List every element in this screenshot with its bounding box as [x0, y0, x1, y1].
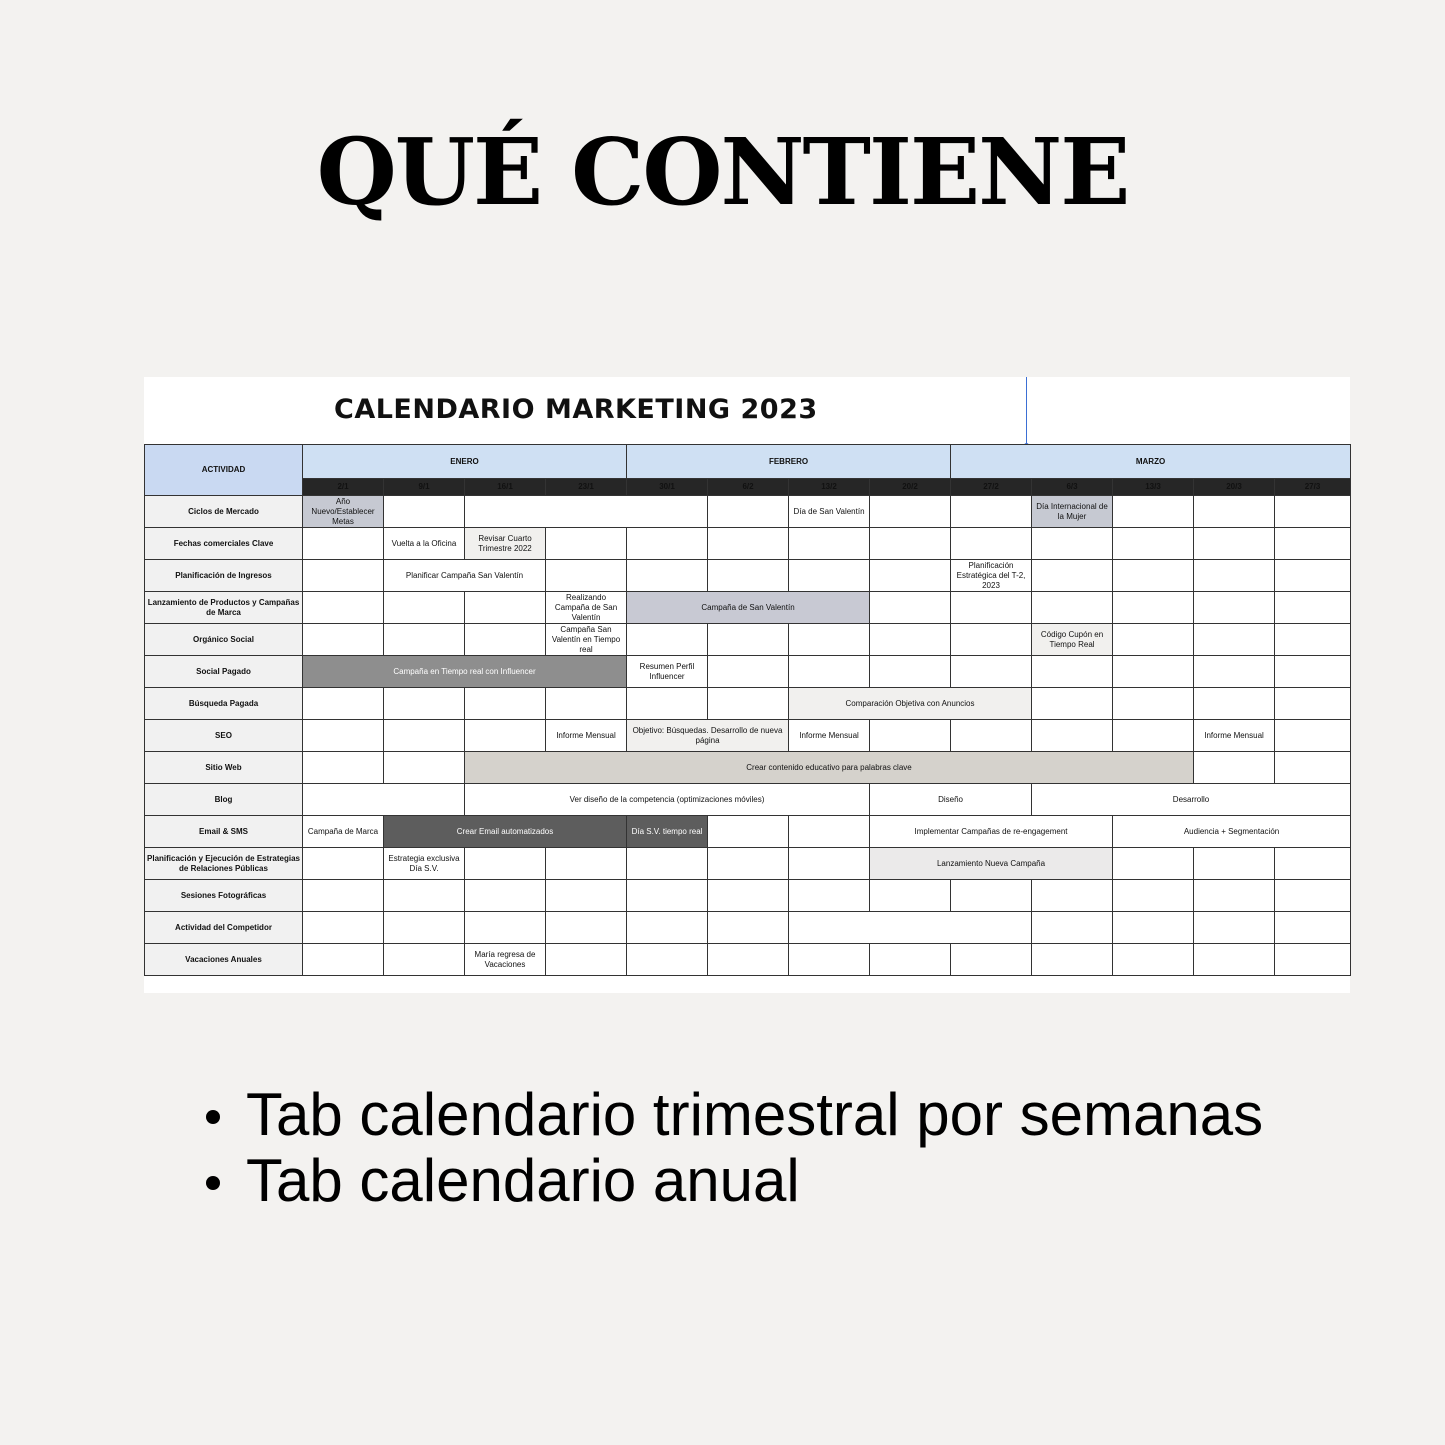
table-cell[interactable]	[303, 592, 384, 624]
row-label: Social Pagado	[145, 656, 303, 688]
table-cell[interactable]	[627, 912, 708, 944]
table-cell[interactable]	[1032, 720, 1113, 752]
row-label: Fechas comerciales Clave	[145, 528, 303, 560]
table-cell[interactable]: Campaña de Marca	[303, 816, 384, 848]
table-cell[interactable]	[951, 624, 1032, 656]
table-cell[interactable]	[1275, 912, 1351, 944]
table-cell[interactable]	[546, 880, 627, 912]
table-cell[interactable]	[708, 496, 789, 528]
table-cell[interactable]: Informe Mensual	[789, 720, 870, 752]
table-cell[interactable]	[303, 720, 384, 752]
table-cell[interactable]	[789, 656, 870, 688]
table-cell[interactable]	[546, 944, 627, 976]
row-label: Planificación y Ejecución de Estrategias de Relaciones Públicas	[145, 848, 303, 880]
table-cell[interactable]	[1032, 944, 1113, 976]
table-cell[interactable]	[870, 560, 951, 592]
sheet-title: CALENDARIO MARKETING 2023	[334, 394, 818, 425]
month-header: MARZO	[951, 445, 1351, 479]
table-cell[interactable]: Planificación Estratégica del T-2, 2023	[951, 560, 1032, 592]
list-item-text: Tab calendario trimestral por semanas	[246, 1081, 1264, 1148]
table-cell[interactable]	[1194, 912, 1275, 944]
week-header: 23/1	[546, 479, 627, 496]
table-cell[interactable]	[1275, 528, 1351, 560]
table-cell[interactable]	[1275, 720, 1351, 752]
week-header: 13/3	[1113, 479, 1194, 496]
calendar-table	[144, 444, 1351, 976]
table-cell[interactable]	[384, 880, 465, 912]
table-cell[interactable]	[303, 784, 465, 816]
table-cell[interactable]	[708, 816, 789, 848]
list-item-text: Tab calendario anual	[246, 1147, 800, 1214]
table-cell[interactable]	[1032, 912, 1113, 944]
table-cell[interactable]: Ver diseño de la competencia (optimizaciones móviles)	[465, 784, 870, 816]
table-cell[interactable]: Estrategia exclusiva Día S.V.	[384, 848, 465, 880]
table-cell[interactable]	[1113, 592, 1194, 624]
table-cell[interactable]: Crear contenido educativo para palabras clave	[465, 752, 1194, 784]
table-cell[interactable]	[1275, 752, 1351, 784]
week-header: 30/1	[627, 479, 708, 496]
table-cell[interactable]	[951, 880, 1032, 912]
table-cell[interactable]	[465, 880, 546, 912]
table-cell[interactable]	[384, 496, 465, 528]
table-row	[145, 720, 1351, 752]
table-cell[interactable]	[1194, 688, 1275, 720]
table-cell[interactable]	[1194, 560, 1275, 592]
table-cell[interactable]	[303, 528, 384, 560]
table-cell[interactable]	[1275, 560, 1351, 592]
table-cell[interactable]	[303, 944, 384, 976]
table-cell[interactable]	[1194, 944, 1275, 976]
table-cell[interactable]	[303, 848, 384, 880]
table-cell[interactable]: Campaña San Valentín en Tiempo real	[546, 624, 627, 656]
table-cell[interactable]	[1032, 880, 1113, 912]
table-cell[interactable]	[789, 560, 870, 592]
table-cell[interactable]: Día de San Valentín	[789, 496, 870, 528]
table-cell[interactable]	[870, 624, 951, 656]
table-cell[interactable]: Objetivo: Búsquedas. Desarrollo de nueva página	[627, 720, 789, 752]
table-cell[interactable]	[465, 592, 546, 624]
table-cell[interactable]	[627, 528, 708, 560]
table-cell[interactable]	[870, 944, 951, 976]
week-header: 20/3	[1194, 479, 1275, 496]
week-header: 27/3	[1275, 479, 1351, 496]
table-row	[145, 592, 1351, 624]
table-cell[interactable]	[789, 528, 870, 560]
row-label: Actividad del Competidor	[145, 912, 303, 944]
row-label: Vacaciones Anuales	[145, 944, 303, 976]
table-cell[interactable]	[1113, 912, 1194, 944]
table-cell[interactable]	[1113, 688, 1194, 720]
table-cell[interactable]: Audiencia + Segmentación	[1113, 816, 1351, 848]
table-cell[interactable]	[303, 880, 384, 912]
table-cell[interactable]	[870, 880, 951, 912]
table-cell[interactable]: Informe Mensual	[1194, 720, 1275, 752]
table-row	[145, 944, 1351, 976]
table-row	[145, 624, 1351, 656]
table-cell[interactable]: Campaña en Tiempo real con Influencer	[303, 656, 627, 688]
table-cell[interactable]	[1275, 592, 1351, 624]
table-cell[interactable]	[789, 624, 870, 656]
month-header: ENERO	[303, 445, 627, 479]
row-label: Ciclos de Mercado	[145, 496, 303, 528]
table-cell[interactable]: Comparación Objetiva con Anuncios	[789, 688, 1032, 720]
table-cell[interactable]	[627, 944, 708, 976]
table-cell[interactable]	[465, 912, 546, 944]
table-row	[145, 528, 1351, 560]
table-cell[interactable]	[1113, 720, 1194, 752]
table-cell[interactable]	[951, 496, 1032, 528]
table-cell[interactable]: Desarrollo	[1032, 784, 1351, 816]
table-cell[interactable]	[1194, 848, 1275, 880]
week-header: 20/2	[870, 479, 951, 496]
table-cell[interactable]	[1032, 656, 1113, 688]
table-cell[interactable]: Implementar Campañas de re-engagement	[870, 816, 1113, 848]
table-cell[interactable]	[708, 688, 789, 720]
table-cell[interactable]	[1275, 656, 1351, 688]
row-label: Orgánico Social	[145, 624, 303, 656]
table-cell[interactable]	[951, 592, 1032, 624]
table-cell[interactable]: Vuelta a la Oficina	[384, 528, 465, 560]
table-cell[interactable]: Revisar Cuarto Trimestre 2022	[465, 528, 546, 560]
table-cell[interactable]	[1194, 752, 1275, 784]
table-cell[interactable]	[465, 688, 546, 720]
row-label: Planificación de Ingresos	[145, 560, 303, 592]
table-row	[145, 752, 1351, 784]
week-header: 13/2	[789, 479, 870, 496]
table-cell[interactable]	[465, 624, 546, 656]
table-cell[interactable]: Crear Email automatizados	[384, 816, 627, 848]
table-cell[interactable]: Día Internacional de la Mujer	[1032, 496, 1113, 528]
table-cell[interactable]	[1113, 880, 1194, 912]
table-cell[interactable]	[546, 848, 627, 880]
table-cell[interactable]	[708, 848, 789, 880]
table-cell[interactable]	[951, 944, 1032, 976]
table-cell[interactable]	[708, 880, 789, 912]
table-cell[interactable]	[870, 656, 951, 688]
table-cell[interactable]	[1113, 656, 1194, 688]
table-cell[interactable]	[1113, 528, 1194, 560]
table-cell[interactable]	[1194, 496, 1275, 528]
feature-list	[200, 1082, 1263, 1214]
table-row	[145, 496, 1351, 528]
table-cell[interactable]	[951, 720, 1032, 752]
table-cell[interactable]	[384, 944, 465, 976]
table-cell[interactable]	[1113, 944, 1194, 976]
table-cell[interactable]	[789, 880, 870, 912]
table-cell[interactable]	[1275, 624, 1351, 656]
table-cell[interactable]	[627, 688, 708, 720]
week-header: 6/2	[708, 479, 789, 496]
table-cell[interactable]	[384, 752, 465, 784]
table-cell[interactable]	[1194, 656, 1275, 688]
week-header: 27/2	[951, 479, 1032, 496]
table-cell[interactable]	[465, 720, 546, 752]
table-cell[interactable]	[546, 528, 627, 560]
bullet-icon	[206, 1110, 220, 1124]
table-cell[interactable]	[303, 560, 384, 592]
table-cell[interactable]	[1194, 592, 1275, 624]
table-cell[interactable]	[465, 496, 708, 528]
table-cell[interactable]: Campaña de San Valentín	[627, 592, 870, 624]
table-cell[interactable]	[546, 688, 627, 720]
table-row	[145, 880, 1351, 912]
table-row	[145, 688, 1351, 720]
table-cell[interactable]: Código Cupón en Tiempo Real	[1032, 624, 1113, 656]
table-cell[interactable]	[951, 528, 1032, 560]
row-label: Email & SMS	[145, 816, 303, 848]
list-item	[200, 1082, 1263, 1148]
table-cell[interactable]	[1032, 592, 1113, 624]
table-cell[interactable]	[708, 528, 789, 560]
table-cell[interactable]	[303, 688, 384, 720]
table-cell[interactable]	[627, 880, 708, 912]
table-cell[interactable]	[708, 944, 789, 976]
table-cell[interactable]	[384, 624, 465, 656]
table-cell[interactable]	[465, 848, 546, 880]
table-cell[interactable]	[1275, 688, 1351, 720]
row-label: SEO	[145, 720, 303, 752]
table-cell[interactable]	[303, 912, 384, 944]
table-cell[interactable]	[1194, 528, 1275, 560]
table-cell[interactable]	[627, 848, 708, 880]
table-row	[145, 784, 1351, 816]
cell-cursor-line	[1026, 377, 1027, 445]
week-header: 16/1	[465, 479, 546, 496]
table-cell[interactable]	[789, 848, 870, 880]
table-cell[interactable]: Planificar Campaña San Valentín	[384, 560, 546, 592]
table-cell[interactable]: Diseño	[870, 784, 1032, 816]
table-cell[interactable]	[708, 912, 789, 944]
table-cell[interactable]	[708, 656, 789, 688]
table-cell[interactable]	[1032, 528, 1113, 560]
table-cell[interactable]: Lanzamiento Nueva Campaña	[870, 848, 1113, 880]
table-cell[interactable]: Realizando Campaña de San Valentín	[546, 592, 627, 624]
table-cell[interactable]	[1194, 624, 1275, 656]
table-cell[interactable]	[870, 720, 951, 752]
table-row	[145, 560, 1351, 592]
table-cell[interactable]	[708, 624, 789, 656]
table-cell[interactable]	[546, 560, 627, 592]
week-header: 9/1	[384, 479, 465, 496]
table-cell[interactable]	[1032, 688, 1113, 720]
table-cell[interactable]	[384, 720, 465, 752]
table-cell[interactable]	[789, 944, 870, 976]
table-cell[interactable]: Día S.V. tiempo real	[627, 816, 708, 848]
table-row	[145, 816, 1351, 848]
month-header: FEBRERO	[627, 445, 951, 479]
table-cell[interactable]	[546, 912, 627, 944]
table-cell[interactable]	[870, 496, 951, 528]
table-cell[interactable]	[1032, 560, 1113, 592]
row-label: Sitio Web	[145, 752, 303, 784]
table-cell[interactable]	[1113, 624, 1194, 656]
table-cell[interactable]	[1113, 560, 1194, 592]
table-cell[interactable]	[1113, 848, 1194, 880]
sheet-title-area	[144, 377, 1350, 444]
table-cell[interactable]	[1275, 880, 1351, 912]
table-cell[interactable]	[1275, 496, 1351, 528]
table-row	[145, 656, 1351, 688]
table-cell[interactable]: Informe Mensual	[546, 720, 627, 752]
table-cell[interactable]	[384, 912, 465, 944]
table-cell[interactable]	[384, 688, 465, 720]
table-row	[145, 912, 1351, 944]
week-header: 2/1	[303, 479, 384, 496]
row-label: Sesiones Fotográficas	[145, 880, 303, 912]
table-cell[interactable]	[870, 528, 951, 560]
table-cell[interactable]	[627, 560, 708, 592]
table-cell[interactable]	[1194, 880, 1275, 912]
table-cell[interactable]	[708, 560, 789, 592]
table-cell[interactable]	[384, 592, 465, 624]
spreadsheet-preview	[144, 377, 1350, 993]
table-cell[interactable]	[303, 624, 384, 656]
table-cell[interactable]	[1275, 944, 1351, 976]
table-cell[interactable]: Año Nuevo/Establecer Metas	[303, 496, 384, 528]
table-cell[interactable]	[1275, 848, 1351, 880]
table-cell[interactable]	[303, 752, 384, 784]
row-label: Lanzamiento de Productos y Campañas de Marca	[145, 592, 303, 624]
activity-header: ACTIVIDAD	[145, 445, 303, 496]
table-cell[interactable]: María regresa de Vacaciones	[465, 944, 546, 976]
row-label: Blog	[145, 784, 303, 816]
row-label: Búsqueda Pagada	[145, 688, 303, 720]
page-headline: QUÉ CONTIENE	[316, 118, 1129, 226]
table-cell[interactable]	[870, 592, 951, 624]
week-header: 6/3	[1032, 479, 1113, 496]
table-cell[interactable]: Resumen Perfil Influencer	[627, 656, 708, 688]
bullet-icon	[206, 1176, 220, 1190]
table-cell[interactable]	[951, 656, 1032, 688]
table-cell[interactable]	[1113, 496, 1194, 528]
table-row	[145, 848, 1351, 880]
list-item	[200, 1148, 1263, 1214]
table-cell[interactable]	[627, 624, 708, 656]
table-cell[interactable]	[789, 912, 1032, 944]
table-cell[interactable]	[789, 816, 870, 848]
